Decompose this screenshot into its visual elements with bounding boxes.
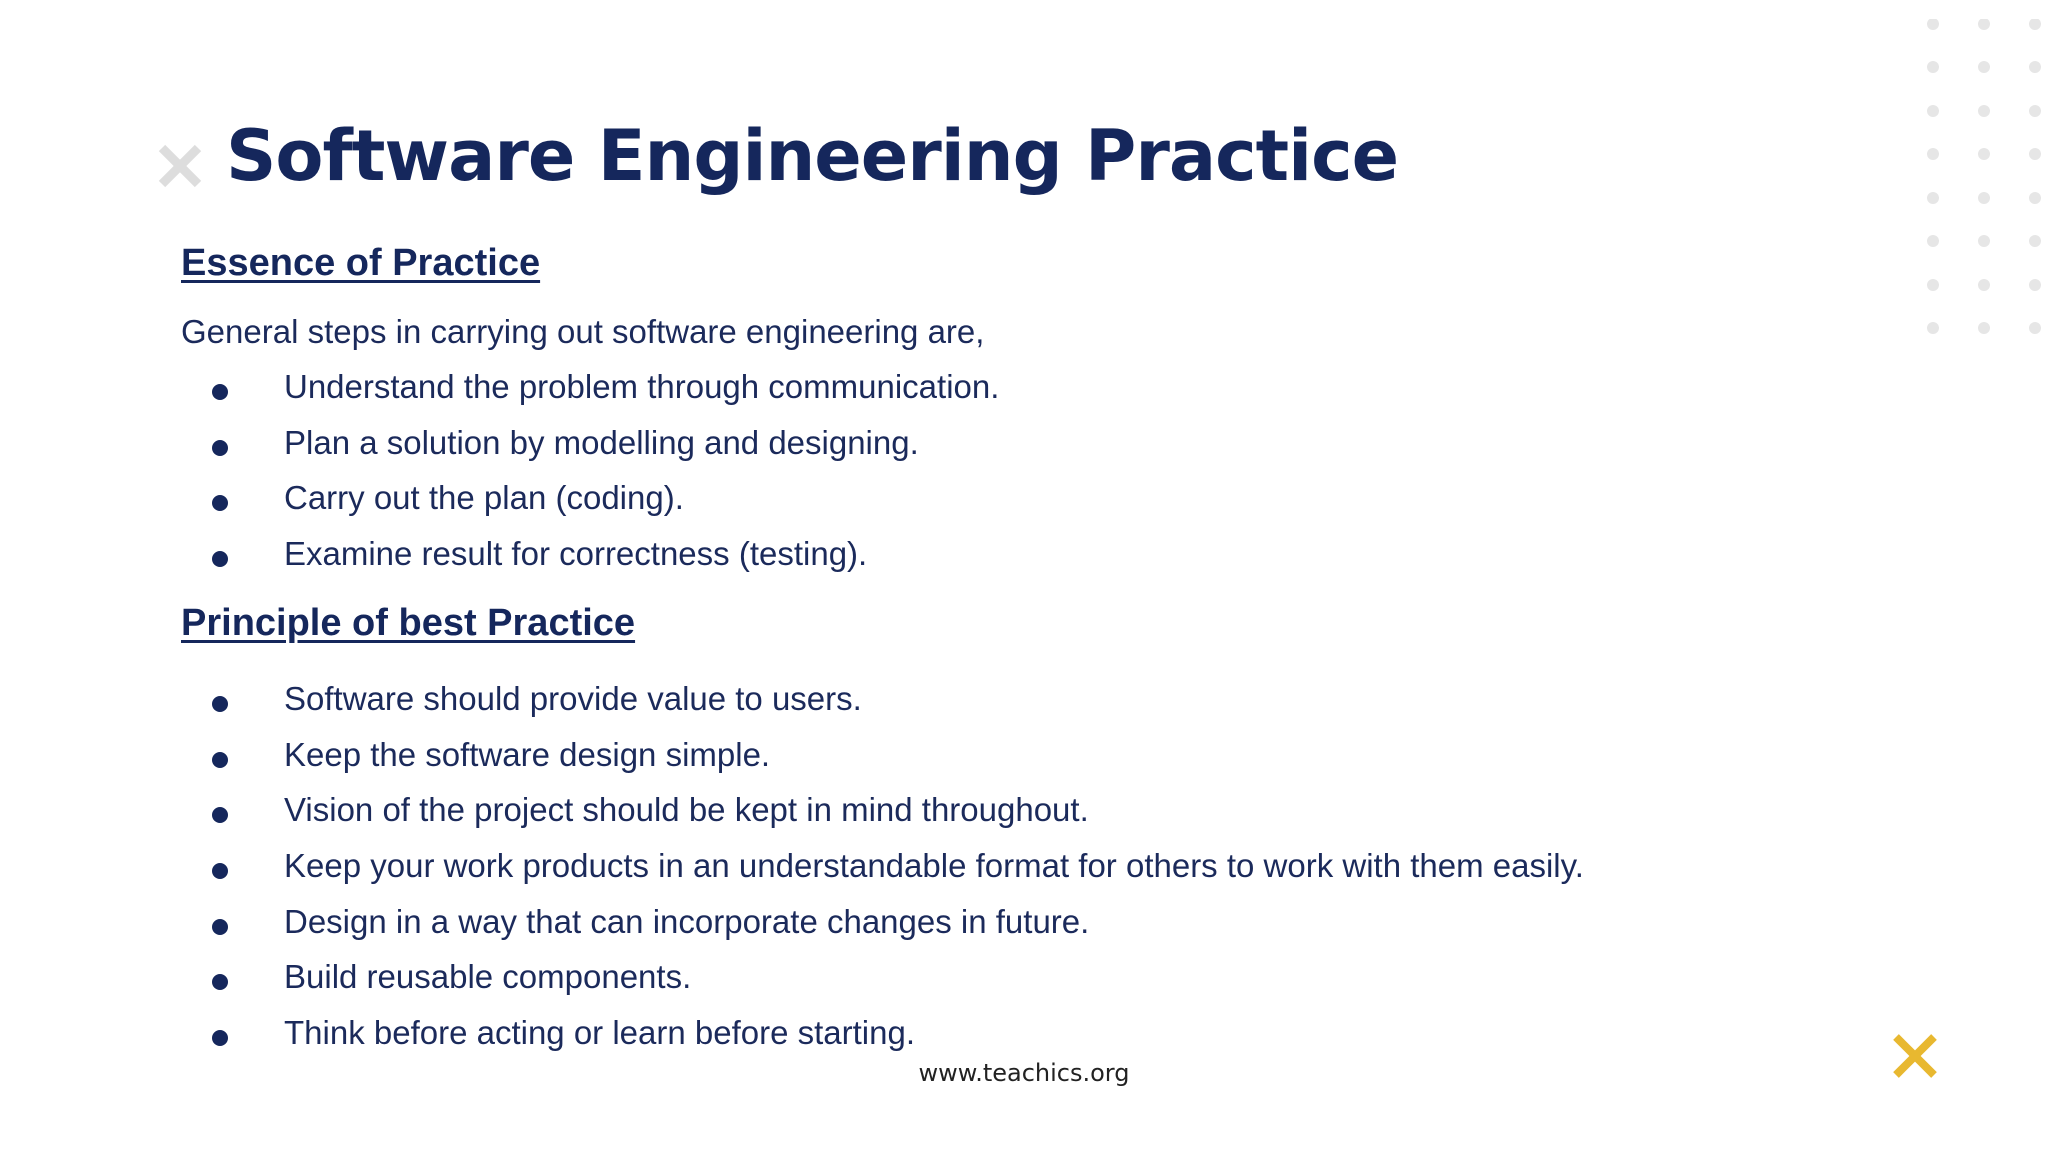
section-intro: General steps in carrying out software engineering are, bbox=[181, 313, 985, 350]
bullet-icon bbox=[212, 863, 228, 879]
bullet-text: Plan a solution by modelling and designing. bbox=[284, 423, 919, 461]
dot-grid-decoration bbox=[1922, 19, 2048, 339]
list-item bbox=[0, 478, 1700, 534]
bullet-icon bbox=[212, 752, 228, 768]
bullet-icon bbox=[212, 974, 228, 990]
list-item bbox=[0, 534, 1700, 590]
bullet-text: Build reusable components. bbox=[284, 958, 692, 996]
close-icon bbox=[156, 142, 204, 190]
bullet-icon bbox=[212, 919, 228, 935]
slide-title: Software Engineering Practice bbox=[226, 115, 1399, 197]
bullet-icon bbox=[212, 696, 228, 712]
bullet-text: Think before acting or learn before starting. bbox=[284, 1014, 916, 1052]
close-icon bbox=[1890, 1031, 1940, 1081]
bullet-text: Design in a way that can incorporate changes in future. bbox=[284, 902, 1090, 940]
list-item bbox=[0, 423, 1700, 479]
bullet-icon bbox=[212, 551, 228, 567]
bullet-text: Keep your work products in an understandable format for others to work with them easily. bbox=[284, 847, 1584, 885]
bullet-icon bbox=[212, 495, 228, 511]
bullet-icon bbox=[212, 807, 228, 823]
bullet-text: Keep the software design simple. bbox=[284, 735, 771, 773]
bullet-text: Understand the problem through communication. bbox=[284, 368, 1000, 405]
bullet-icon bbox=[212, 440, 228, 456]
section-heading-principles: Principle of best Practice bbox=[181, 602, 636, 644]
section-heading-essence: Essence of Practice bbox=[181, 242, 541, 284]
list-item bbox=[0, 790, 1700, 846]
footer-url: www.teachics.org bbox=[918, 1059, 1130, 1087]
bullet-text: Examine result for correctness (testing). bbox=[284, 535, 868, 573]
list-item bbox=[0, 367, 1700, 423]
list-item bbox=[0, 679, 1700, 735]
bullet-text: Vision of the project should be kept in mind throughout. bbox=[284, 791, 1089, 829]
bullet-icon bbox=[212, 384, 228, 400]
essence-bullet-list bbox=[0, 367, 1700, 590]
list-item bbox=[0, 846, 1700, 902]
bullet-text: Software should provide value to users. bbox=[284, 680, 862, 717]
list-item bbox=[0, 957, 1700, 1013]
list-item bbox=[0, 902, 1700, 958]
list-item bbox=[0, 735, 1700, 791]
bullet-text: Carry out the plan (coding). bbox=[284, 479, 684, 517]
principles-bullet-list bbox=[0, 679, 1700, 1069]
bullet-icon bbox=[212, 1030, 228, 1046]
